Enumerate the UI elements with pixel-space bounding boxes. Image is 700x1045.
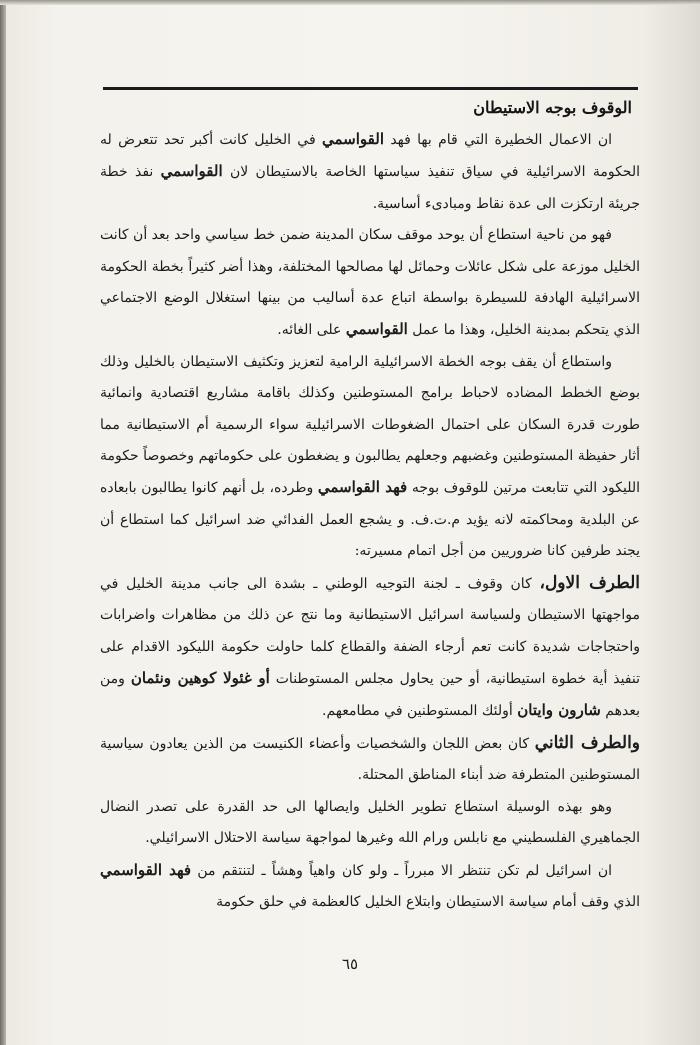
paragraph-6: وهو بهذه الوسيلة استطاع تطوير الخليل وايصالها الى حد القدرة على تصدر النضال الجماهيري الفلسطيني مع نابلس ورام الله وغيرها لمواجهة سياسة الاحتلال الاسرائيلي. <box>100 798 640 847</box>
paragraph-4: الطرف الاول، كان وقوف ـ لجنة التوجيه الوطني ـ بشدة الى جانب مدينة الخليل في مواجهتها الاستيطان ولسياسة اسرائيل الاستيطانية وما نتج عن ذلك من مظاهرات واضرابات واحتجاجات شديدة كانت تعم أرجاء الضفة والقطاع كلما حاولت حكومة الليكود الاقدام على تنفيذ أية خطوة استيطانية، أو حين يحاول مجلس المستوطنات أو غئولا كوهين ونئمان ومن بعدهم شارون وايتان أولئك المستوطنين في مطامعهم. <box>100 572 640 720</box>
header-rule <box>103 87 638 90</box>
bold-name: شارون وايتان <box>517 701 601 720</box>
paragraph-7: ان اسرائيل لم تكن تنتظر الا مبرراً ـ ولو كان واهياً وهشاً ـ لتنتقم من فهد القواسمي الذي وقف أمام سياسة الاستيطان وابتلاع الخليل كالعظمة في حلق حكومة <box>100 860 640 911</box>
bold-name: فهد القواسمي <box>100 860 192 879</box>
lead-term: والطرف الثاني <box>534 733 641 753</box>
paragraph-3: واستطاع أن يقف بوجه الخطة الاسرائيلية الرامية لتعزيز وتكثيف الاستيطان بالخليل وذلك بوضع الخطط المضاده لاحباط برامج المستوطنين وكذلك باقامة مشاريع اقتصادية وانمائية طورت قدرة السكان على احتمال الضغوطات الاسرائيلية سواء الرسمية أم الاستيطانية مما أثار حفيظة المستوطنين وغضبهم وجعلهم يطالبون و يضغطون على حكوماتهم وخصوصاً حكومة الليكود التي تتابعت مرتين للوقوف بوجه فهد القواسمي وطرده، بل أنهم كانوا يطالبون بابعاده عن البلدية ومحاكمته لانه يؤيد م.ت.ف. و يشجع العمل الفدائي ضد اسرائيل كما استطاع أن يجند طرفين كانا ضروريين من أجل اتمام مسيرته: <box>100 353 640 560</box>
bold-name: فهد القواسمي <box>317 478 408 497</box>
lead-term: الطرف الاول، <box>539 572 640 593</box>
paragraph-5: والطرف الثاني كان بعض اللجان والشخصيات وأعضاء الكنيست من الذين يعادون سياسية المستوطنين المتطرفة ضد أبناء المناطق المحتلة. <box>100 733 641 784</box>
bold-name: القواسمي <box>322 130 384 148</box>
bold-name: القواسمي <box>160 162 223 181</box>
section-heading: الوقوف بوجه الاستيطان <box>473 98 632 117</box>
scan-shadow-left <box>0 0 6 1045</box>
paragraph-1: ان الاعمال الخطيرة التي قام بها فهد القواسمي في الخليل كانت أكبر تحد تتعرض له الحكومة الاسرائيلية في سياق تنفيذ سياستها الخاصة بالاستيطان لان القواسمي نفذ خطة جريئة ارتكزت الى عدة نقاط ومبادىء أساسية. <box>100 130 640 212</box>
body-block-1 <box>100 124 640 728</box>
paragraph-2: فهو من ناحية استطاع أن يوحد موقف سكان المدينة ضمن خط سياسي واحد بعد أن كانت الخليل موزعة على شكل عائلات وحمائل لها مصالحها المختلفة، وهذا أضر كثيراً بخطة الحكومة الاسرائيلية الهادفة للسيطرة بواسطة اتباع عدة أساليب من بينها استغلال الوضع الاجتماعي الذي يتحكم بمدينة الخليل، وهذا ما عمل القواسمي على الغائه. <box>100 227 640 339</box>
scan-shadow-top <box>0 0 700 5</box>
bold-name: القواسمي <box>345 320 408 339</box>
body-block-2 <box>100 728 640 918</box>
bold-name: أو غئولا كوهين ونئمان <box>130 668 270 687</box>
page-number: ٦٥ <box>341 955 359 973</box>
